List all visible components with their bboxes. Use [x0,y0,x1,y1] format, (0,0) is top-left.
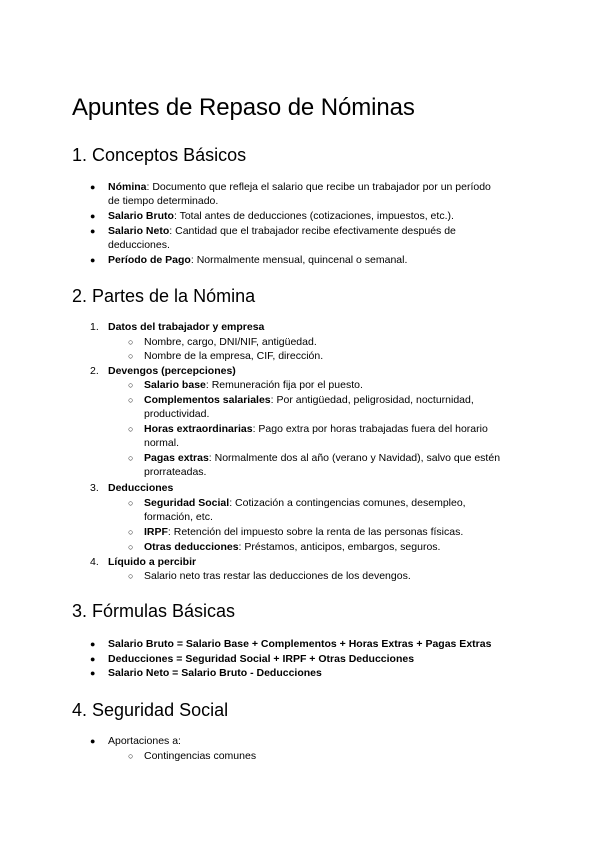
document-title: Apuntes de Repaso de Nóminas [72,94,415,121]
list-item: Período de Pago: Normalmente mensual, quincenal o semanal. [108,254,408,266]
sub-list-item: Pagas extras: Normalmente dos al año (verano y Navidad), salvo que estén [144,452,501,464]
section-heading-seguridad-social: 4. Seguridad Social [72,700,229,720]
bullet-disc-icon: ● [90,255,96,265]
formula-item: Deducciones = Seguridad Social + IRPF + Otras Deducciones [108,653,415,665]
sub-list-item: Horas extraordinarias: Pago extra por horas trabajadas fuera del horario [144,423,488,435]
bullet-circle-icon: ○ [128,542,134,552]
list-number: 3. [90,482,99,494]
bullet-circle-icon: ○ [128,751,134,761]
formula-item: Salario Bruto = Salario Base + Complementos + Horas Extras + Pagas Extras [108,638,492,650]
bullet-circle-icon: ○ [128,571,134,581]
section-heading-partes-nomina: 2. Partes de la Nómina [72,286,256,306]
bullet-disc-icon: ● [90,668,96,678]
bullet-disc-icon: ● [90,639,96,649]
numbered-item-label: Datos del trabajador y empresa [108,321,265,333]
list-item: Salario Bruto: Total antes de deducciones (cotizaciones, impuestos, etc.). [108,210,454,222]
numbered-item-label: Devengos (percepciones) [108,365,236,377]
numbered-item-label: Deducciones [108,482,174,494]
bullet-disc-icon: ● [90,182,96,192]
sub-list-item: Nombre de la empresa, CIF, dirección. [144,350,324,362]
bullet-circle-icon: ○ [128,527,134,537]
list-number: 4. [90,556,99,568]
list-number: 1. [90,321,99,333]
sub-list-item: Salario base: Remuneración fija por el puesto. [144,379,363,391]
sub-list-item: Seguridad Social: Cotización a contingencias comunes, desempleo, [144,497,466,509]
list-number: 2. [90,365,99,377]
list-item: Salario Neto: Cantidad que el trabajador recibe efectivamente después de [108,225,456,237]
formula-item: Salario Neto = Salario Bruto - Deducciones [108,667,322,679]
bullet-circle-icon: ○ [128,424,134,434]
sub-list-item: Salario neto tras restar las deducciones de los devengos. [144,570,411,582]
numbered-item-label: Líquido a percibir [108,556,197,568]
bullet-disc-icon: ● [90,736,96,746]
bullet-circle-icon: ○ [128,395,134,405]
sub-list-item-continuation: prorrateadas. [144,466,207,478]
bullet-circle-icon: ○ [128,337,134,347]
section-heading-formulas-basicas: 3. Fórmulas Básicas [72,601,236,621]
list-item: Aportaciones a: [108,735,181,747]
list-item: Nómina: Documento que refleja el salario que recibe un trabajador por un período [108,181,491,193]
sub-list-item-continuation: formación, etc. [144,511,213,523]
list-item-continuation: de tiempo determinado. [108,195,219,207]
section-heading-conceptos-basicos: 1. Conceptos Básicos [72,145,247,165]
bullet-circle-icon: ○ [128,351,134,361]
sub-list-item: IRPF: Retención del impuesto sobre la renta de las personas físicas. [144,526,464,538]
sub-list-item-continuation: productividad. [144,408,210,420]
sub-list-item: Complementos salariales: Por antigüedad, peligrosidad, nocturnidad, [144,394,474,406]
sub-list-item: Contingencias comunes [144,750,257,762]
bullet-circle-icon: ○ [128,498,134,508]
bullet-disc-icon: ● [90,226,96,236]
bullet-circle-icon: ○ [128,380,134,390]
sub-list-item-continuation: normal. [144,437,180,449]
bullet-disc-icon: ● [90,654,96,664]
sub-list-item: Otras deducciones: Préstamos, anticipos, embargos, seguros. [144,541,441,553]
list-item-continuation: deducciones. [108,239,170,251]
bullet-circle-icon: ○ [128,453,134,463]
bullet-disc-icon: ● [90,211,96,221]
sub-list-item: Nombre, cargo, DNI/NIF, antigüedad. [144,336,317,348]
